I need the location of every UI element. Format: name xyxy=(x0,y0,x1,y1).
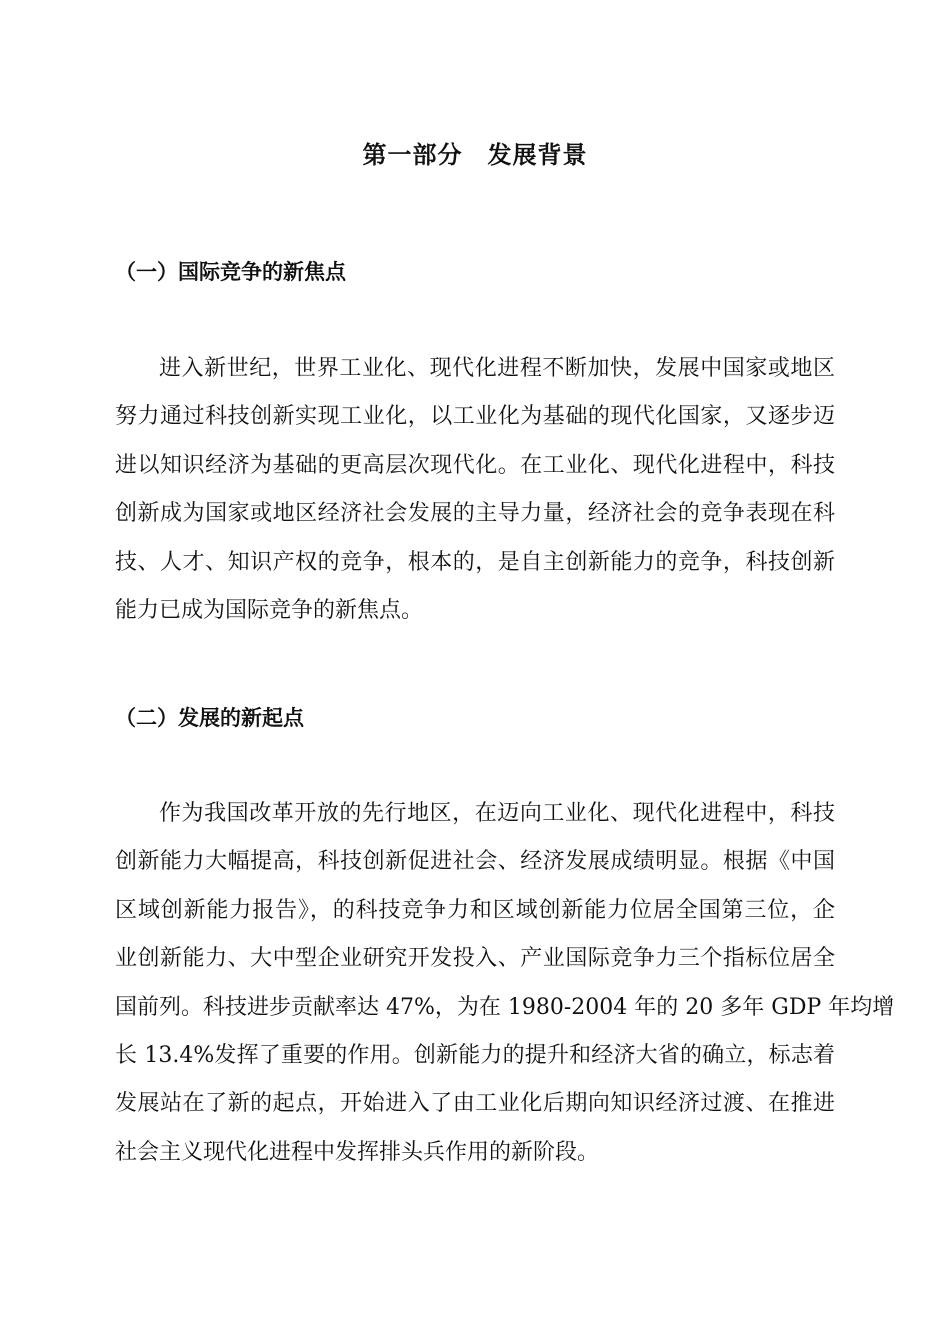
section-1-paragraph xyxy=(115,345,835,635)
section-2-paragraph xyxy=(115,790,895,1177)
paragraph-line: 能力已成为国际竞争的新焦点。 xyxy=(115,597,424,623)
paragraph-line: 努力通过科技创新实现工业化，以工业化为基础的现代化国家，又逐步迈 xyxy=(115,404,835,430)
paragraph-line: 社会主义现代化进程中发挥排头兵作用的新阶段。 xyxy=(115,1139,600,1165)
paragraph-line: 技、人才、知识产权的竞争，根本的，是自主创新能力的竞争，科技创新 xyxy=(115,549,835,575)
section-heading-1: （一）国际竞争的新焦点 xyxy=(115,260,346,284)
paragraph-line: 业创新能力、大中型企业研究开发投入、产业国际竞争力三个指标位居全 xyxy=(115,946,835,972)
paragraph-line: 长 13.4%发挥了重要的作用。创新能力的提升和经济大省的确立，标志着 xyxy=(115,1042,835,1068)
page-title: 第一部分 发展背景 xyxy=(362,141,588,169)
paragraph-line: 进入新世纪，世界工业化、现代化进程不断加快，发展中国家或地区 xyxy=(159,356,835,381)
paragraph-line: 国前列。科技进步贡献率达 47%，为在 1980-2004 年的 20 多年 GDP 年均增 xyxy=(115,994,895,1020)
paragraph-line: 作为我国改革开放的先行地区，在迈向工业化、现代化进程中，科技 xyxy=(159,801,835,826)
paragraph-line: 进以知识经济为基础的更高层次现代化。在工业化、现代化进程中，科技 xyxy=(115,452,835,478)
section-heading-2: （二）发展的新起点 xyxy=(115,706,304,730)
paragraph-line: 创新成为国家或地区经济社会发展的主导力量，经济社会的竞争表现在科 xyxy=(115,501,835,527)
paragraph-line: 区域创新能力报告》，的科技竞争力和区域创新能力位居全国第三位，企 xyxy=(115,897,835,923)
paragraph-line: 创新能力大幅提高，科技创新促进社会、经济发展成绩明显。根据《中国 xyxy=(115,849,835,875)
paragraph-line: 发展站在了新的起点，开始进入了由工业化后期向知识经济过渡、在推进 xyxy=(115,1091,835,1117)
